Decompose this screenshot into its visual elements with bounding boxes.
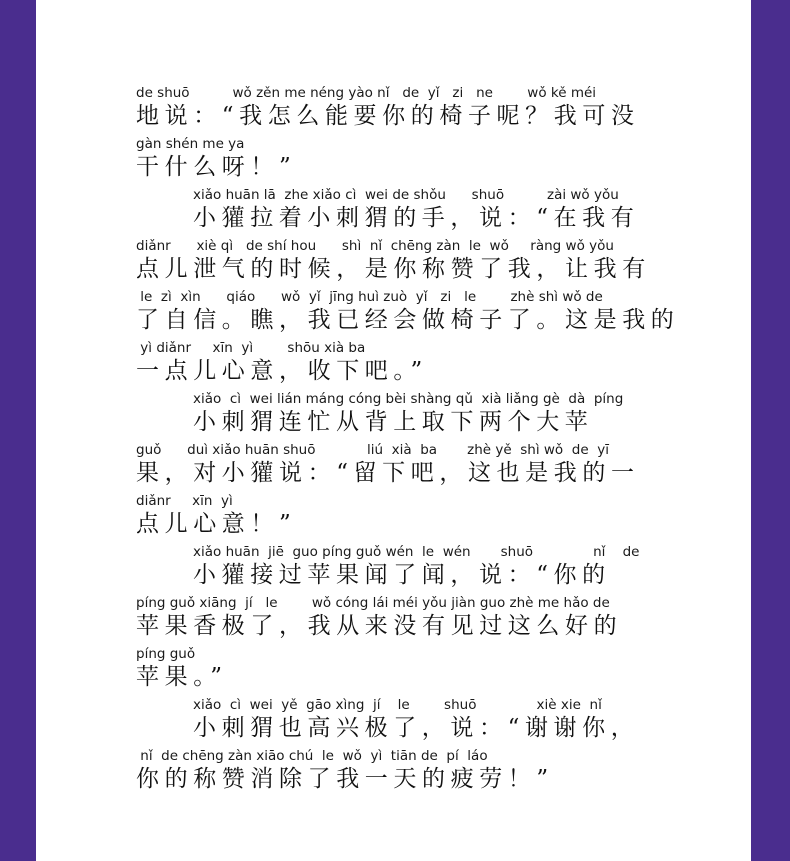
text-line-3 — [136, 186, 681, 237]
story-text — [136, 84, 681, 798]
pinyin-line: le zì xìn qiáo wǒ yǐ jīng huì zuò yǐ zi le zhè shì wǒ de — [136, 289, 603, 305]
text-line-14 — [136, 747, 681, 798]
hanzi-line: 点儿心意！” — [136, 511, 297, 537]
left-side-bar — [0, 0, 36, 861]
text-line-7 — [136, 390, 681, 441]
pinyin-line: xiǎo cì wei lián máng cóng bèi shàng qǔ xià liǎng gè dà píng — [193, 391, 624, 407]
pinyin-line: diǎnr xīn yì — [136, 493, 233, 509]
text-line-11 — [136, 594, 681, 645]
hanzi-line: 小刺猬连忙从背上取下两个大苹 — [193, 409, 594, 435]
hanzi-line: 地说：“我怎么能要你的椅子呢？我可没 — [136, 103, 640, 129]
hanzi-line: 你的称赞消除了我一天的疲劳！” — [136, 766, 554, 792]
text-line-2 — [136, 135, 681, 186]
text-line-6 — [136, 339, 681, 390]
pinyin-line: xiǎo huān lā zhe xiǎo cì wei de shǒu shuō zài wǒ yǒu — [193, 187, 619, 203]
text-line-10 — [136, 543, 681, 594]
hanzi-line: 小獾拉着小刺猬的手，说：“在我有 — [193, 205, 640, 231]
hanzi-line: 果，对小獾说：“留下吧，这也是我的一 — [136, 460, 640, 486]
hanzi-line: 干什么呀！” — [136, 154, 297, 180]
pinyin-line: nǐ de chēng zàn xiāo chú le wǒ yì tiān de pí láo — [136, 748, 488, 764]
text-line-12 — [136, 645, 681, 696]
pinyin-line: diǎnr xiè qì de shí hou shì nǐ chēng zàn le wǒ ràng wǒ yǒu — [136, 238, 614, 254]
hanzi-line: 了自信。瞧，我已经会做椅子了。这是我的 — [136, 307, 680, 333]
pinyin-line: xiǎo cì wei yě gāo xìng jí le shuō xiè xie nǐ — [193, 697, 602, 713]
pinyin-line: yì diǎnr xīn yì shōu xià ba — [136, 340, 366, 356]
hanzi-line: 小獾接过苹果闻了闻，说：“你的 — [193, 562, 611, 588]
hanzi-line: 苹果。” — [136, 664, 228, 690]
pinyin-line: xiǎo huān jiē guo píng guǒ wén le wén shuō nǐ de — [193, 544, 640, 560]
pinyin-line: píng guǒ — [136, 646, 196, 662]
text-line-8 — [136, 441, 681, 492]
text-line-9 — [136, 492, 681, 543]
hanzi-line: 一点儿心意，收下吧。” — [136, 358, 428, 384]
hanzi-line: 苹果香极了，我从来没有见过这么好的 — [136, 613, 623, 639]
hanzi-line: 点儿泄气的时候，是你称赞了我，让我有 — [136, 256, 651, 282]
pinyin-line: de shuō wǒ zěn me néng yào nǐ de yǐ zi ne wǒ kě méi — [136, 85, 597, 101]
hanzi-line: 小刺猬也高兴极了，说：“谢谢你， — [193, 715, 640, 741]
text-line-5 — [136, 288, 681, 339]
text-line-13 — [136, 696, 681, 747]
pinyin-line: píng guǒ xiāng jí le wǒ cóng lái méi yǒu jiàn guo zhè me hǎo de — [136, 595, 610, 611]
right-side-bar — [751, 0, 790, 861]
pinyin-line: guǒ duì xiǎo huān shuō liú xià ba zhè yě shì wǒ de yī — [136, 442, 609, 458]
pinyin-line: gàn shén me ya — [136, 136, 245, 152]
text-line-4 — [136, 237, 681, 288]
text-line-1 — [136, 84, 681, 135]
